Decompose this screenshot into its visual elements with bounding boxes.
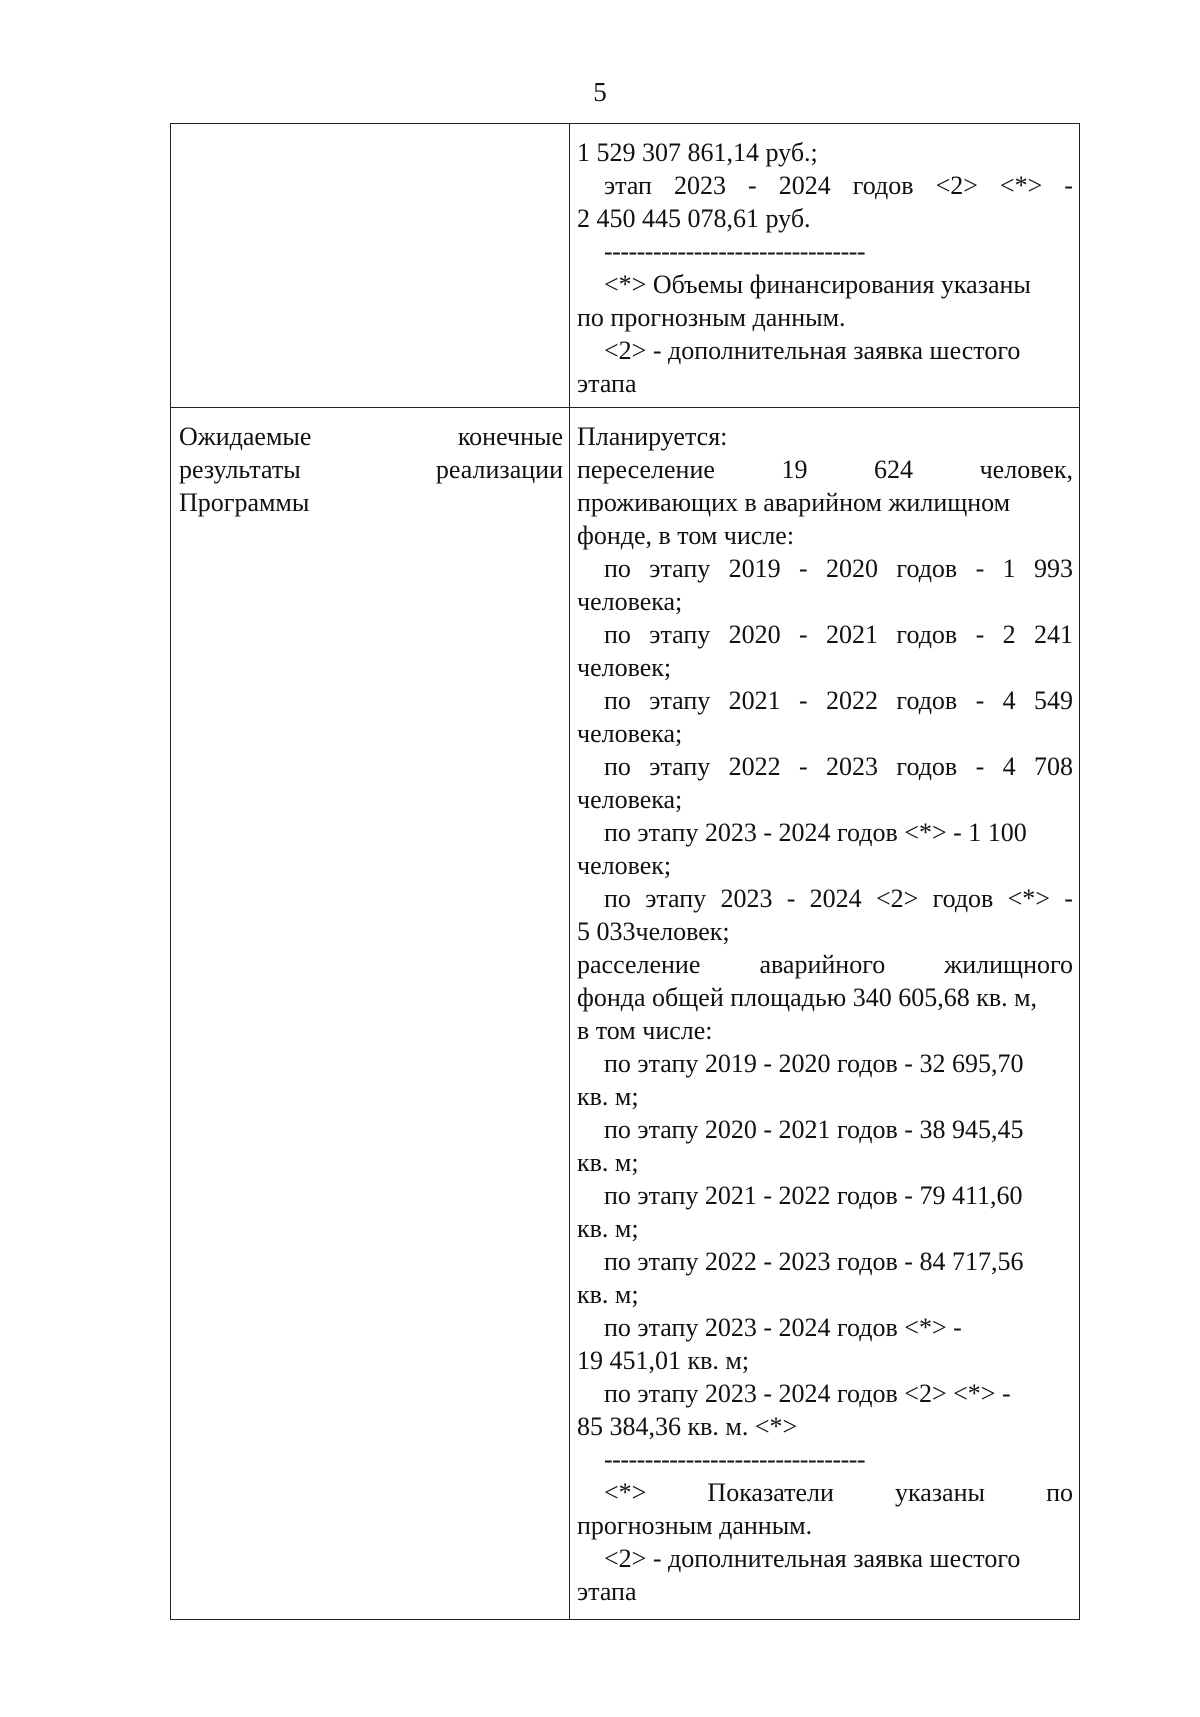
text-line: 1 529 307 861,14 руб.; xyxy=(577,138,818,167)
word: годов xyxy=(896,752,958,781)
word: по xyxy=(1046,1478,1073,1507)
text-line xyxy=(577,552,1073,585)
text-line: 85 384,36 кв. м. <*> xyxy=(577,1412,798,1441)
text-line: кв. м; xyxy=(577,1082,639,1111)
word: конечные xyxy=(457,422,563,451)
word: - xyxy=(799,686,808,715)
word: этапу xyxy=(645,884,707,913)
text-line: кв. м; xyxy=(577,1280,639,1309)
text-line: этапа xyxy=(577,369,637,398)
text-line: Планируется: xyxy=(577,422,728,451)
word: 2019 xyxy=(728,554,781,583)
text-line xyxy=(577,948,1073,981)
text-line: фонда общей площадью 340 605,68 кв. м, xyxy=(577,983,1038,1012)
text-line: этапа xyxy=(577,1577,637,1606)
text-line: человек; xyxy=(577,653,672,682)
row-2-label-cell xyxy=(171,408,570,1620)
word: 708 xyxy=(1034,752,1073,781)
text-line xyxy=(179,420,563,453)
word: <*> xyxy=(1007,884,1050,913)
word: <*> xyxy=(604,1478,647,1507)
text-line: в том числе: xyxy=(577,1016,713,1045)
word: годов xyxy=(896,554,958,583)
word: годов xyxy=(896,620,958,649)
row-1-value-cell xyxy=(570,124,1080,408)
word: Показатели xyxy=(707,1478,834,1507)
word: 2024 xyxy=(809,884,862,913)
table-row xyxy=(171,408,1080,1620)
text-line xyxy=(577,618,1073,651)
text-line: 19 451,01 кв. м; xyxy=(577,1346,750,1375)
text-line xyxy=(577,882,1073,915)
program-passport-table xyxy=(170,123,1080,1620)
text-line: 5 033человек; xyxy=(577,917,730,946)
word: <*> xyxy=(999,171,1043,200)
text-line: по этапу 2021 - 2022 годов - 79 411,60 xyxy=(604,1181,1023,1210)
text-line: -------------------------------- xyxy=(604,237,866,266)
text-line: прогнозным данным. xyxy=(577,1511,813,1540)
word: этапу xyxy=(649,752,711,781)
text-line: по этапу 2023 - 2024 годов <*> - xyxy=(604,1313,962,1342)
table-row xyxy=(171,124,1080,408)
word: 2023 xyxy=(826,752,879,781)
word: 624 xyxy=(874,455,914,484)
word: этапу xyxy=(649,554,711,583)
word: 2020 xyxy=(826,554,879,583)
word: 241 xyxy=(1034,620,1073,649)
expected-results-label xyxy=(179,420,563,519)
text-line xyxy=(577,453,1073,486)
word: - xyxy=(799,752,808,781)
word: по xyxy=(604,620,631,649)
text-line xyxy=(179,453,563,486)
word: расселение xyxy=(577,950,701,979)
word: 4 xyxy=(1002,686,1016,715)
word: годов xyxy=(852,171,914,200)
word: - xyxy=(786,884,796,913)
text-line: человека; xyxy=(577,587,683,616)
word: реализации xyxy=(435,455,563,484)
text-line xyxy=(577,750,1073,783)
text-line: кв. м; xyxy=(577,1148,639,1177)
text-line: по этапу 2019 - 2020 годов - 32 695,70 xyxy=(604,1049,1024,1078)
word: годов xyxy=(932,884,994,913)
word: 2024 xyxy=(778,171,831,200)
text-line xyxy=(577,1476,1073,1509)
word: аварийного xyxy=(759,950,886,979)
word: - xyxy=(799,554,808,583)
expected-results-text xyxy=(577,420,1073,1608)
word: 2022 xyxy=(826,686,879,715)
word: этапу xyxy=(649,686,711,715)
word: человек, xyxy=(979,455,1073,484)
word: 2023 xyxy=(673,171,726,200)
word: <2> xyxy=(935,171,978,200)
word: - xyxy=(975,686,985,715)
text-line: по этапу 2023 - 2024 годов <*> - 1 100 xyxy=(604,818,1027,847)
word: по xyxy=(604,554,631,583)
text-line xyxy=(577,684,1073,717)
word: <2> xyxy=(875,884,919,913)
text-line: <2> - дополнительная заявка шестого xyxy=(604,1544,1021,1573)
word: 993 xyxy=(1034,554,1073,583)
word: - xyxy=(799,620,808,649)
word: 2 xyxy=(1002,620,1016,649)
row-2-value-cell xyxy=(570,408,1080,1620)
word: 2022 xyxy=(728,752,781,781)
text-line: человека; xyxy=(577,785,683,814)
text-line xyxy=(577,169,1073,202)
word: результаты xyxy=(179,455,301,484)
financing-text xyxy=(577,136,1073,400)
text-line: человек; xyxy=(577,851,672,880)
word: 2020 xyxy=(728,620,781,649)
text-line: <2> - дополнительная заявка шестого xyxy=(604,336,1021,365)
word: 2021 xyxy=(826,620,879,649)
word: 2021 xyxy=(728,686,781,715)
word: переселение xyxy=(577,455,715,484)
text-line: по этапу 2023 - 2024 годов <2> <*> - xyxy=(604,1379,1011,1408)
word: жилищного xyxy=(944,950,1073,979)
word: этапу xyxy=(649,620,711,649)
word: указаны xyxy=(895,1478,985,1507)
word: - xyxy=(975,752,985,781)
word: Ожидаемые xyxy=(179,422,312,451)
word: по xyxy=(604,686,631,715)
word: - xyxy=(975,554,985,583)
page-number: 5 xyxy=(593,77,607,107)
text-line: по этапу 2022 - 2023 годов - 84 717,56 xyxy=(604,1247,1024,1276)
word: годов xyxy=(896,686,958,715)
word: - xyxy=(975,620,985,649)
word: 19 xyxy=(781,455,808,484)
text-line: 2 450 445 078,61 руб. xyxy=(577,204,811,233)
word: 549 xyxy=(1034,686,1073,715)
text-line: по этапу 2020 - 2021 годов - 38 945,45 xyxy=(604,1115,1024,1144)
word: - xyxy=(1064,884,1073,913)
word: этап xyxy=(604,171,652,200)
word: - xyxy=(748,171,757,200)
text-line: кв. м; xyxy=(577,1214,639,1243)
text-line: проживающих в аварийном жилищном xyxy=(577,488,1011,517)
text-line: по прогнозным данным. xyxy=(577,303,846,332)
word: 1 xyxy=(1002,554,1016,583)
row-1-label-cell xyxy=(171,124,570,408)
word: 2023 xyxy=(720,884,773,913)
word: - xyxy=(1064,171,1073,200)
text-line: Программы xyxy=(179,488,310,517)
text-line: -------------------------------- xyxy=(604,1445,866,1474)
word: по xyxy=(604,752,631,781)
word: 4 xyxy=(1002,752,1016,781)
text-line: фонде, в том числе: xyxy=(577,521,795,550)
word: по xyxy=(604,884,631,913)
text-line: <*> Объемы финансирования указаны xyxy=(604,270,1031,299)
text-line: человека; xyxy=(577,719,683,748)
